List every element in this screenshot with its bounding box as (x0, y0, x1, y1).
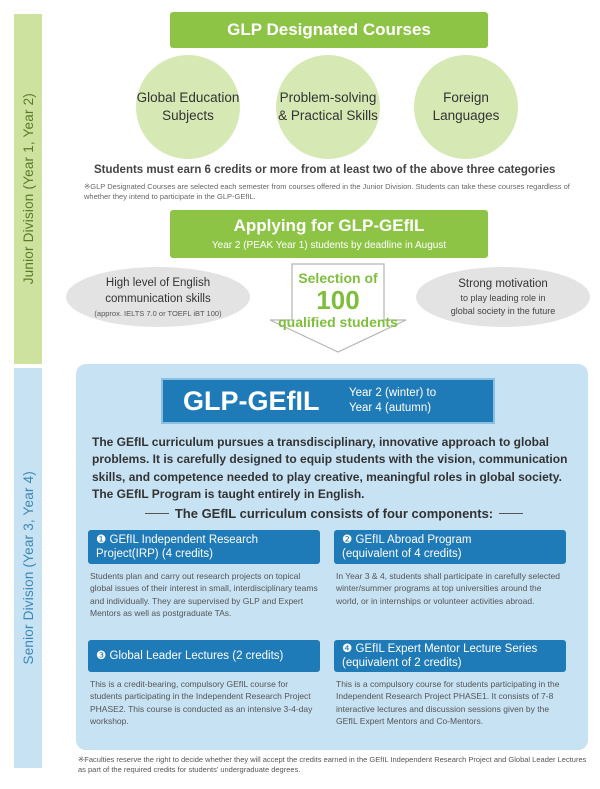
program-period (349, 386, 436, 416)
component-title: (equivalent of 2 credits) (342, 657, 462, 669)
component-title: (equivalent of 4 credits) (342, 548, 462, 560)
program-intro: The GEfIL curriculum pursues a transdisciplinary, innovative approach to global problems. It is carefully designed to equip students with the vision, communication skills, and competence needed to play creative, meaningful roles in global society. The GEfIL Program is taught entirely in English. (92, 435, 568, 502)
junior-division-label: Junior Division (Year 1, Year 2) (20, 93, 36, 285)
component-2-description: In Year 3 & 4, students shall participate in carefully selected winter/summer programs at top universities around the world, or in internships or volunteer activities abroad. (336, 571, 560, 606)
component-4-header (334, 640, 566, 672)
category-label: Subjects (162, 108, 214, 123)
category-circle-problem-solving (276, 55, 380, 159)
criterion-english-skills (66, 267, 250, 327)
component-2-header (334, 530, 566, 564)
criterion-subtext: to play leading role in (460, 293, 546, 304)
applying-banner (170, 210, 488, 258)
components-heading (90, 506, 578, 521)
component-title: ❹ GEfIL Expert Mentor Lecture Series (342, 642, 538, 655)
category-label: & Practical Skills (278, 108, 378, 123)
component-3-header (88, 640, 320, 672)
applying-title: Applying for GLP-GEfIL (233, 216, 425, 235)
component-title: ❶ GEfIL Independent Research (96, 533, 259, 546)
senior-division-bar (14, 368, 42, 768)
selection-number: 100 (316, 285, 360, 315)
program-period-end: Year 4 (autumn) (349, 402, 432, 414)
component-1-description: Students plan and carry out research projects on topical global issues of their interest in small, interdisciplinary teams and individually. They are supervised by GLP and Expert Mentors as well as postgraduate TAs. (90, 571, 318, 618)
category-label: Foreign (443, 90, 489, 106)
category-circle-global-education (136, 55, 240, 159)
component-title: ❸ Global Leader Lectures (2 credits) (96, 649, 284, 662)
program-title-box (161, 378, 495, 424)
selection-label: qualified students (278, 314, 398, 330)
courses-title-banner: GLP Designated Courses (170, 12, 488, 48)
criterion-text: High level of English (105, 276, 211, 289)
senior-division-label: Senior Division (Year 3, Year 4) (20, 471, 36, 665)
criterion-motivation (416, 267, 590, 327)
category-label: Global Education (136, 90, 240, 106)
component-1-header (88, 530, 320, 564)
applying-subtitle: Year 2 (PEAK Year 1) students by deadline in August (211, 240, 447, 251)
footnote: ※Faculties reserve the right to decide whether they will accept the credits earned in the GEfIL Independent Research Project and Global Leader Lectures as part of the required credits for students' undergraduate degrees. (78, 755, 587, 775)
program-title: GLP-GEfIL (183, 385, 320, 416)
criterion-subtext: (approx. IELTS 7.0 or TOEFL iBT 100) (94, 309, 222, 319)
category-label: Languages (432, 108, 500, 123)
category-label: Problem-solving (279, 90, 377, 106)
component-4-description: This is a compulsory course for students participating in the Independent Research Project PHASE1. It consists of 7-8 interactive lectures and discussion sessions given by the GEfIL Expert Mentors and Co-Mentors. (336, 679, 560, 726)
junior-division-bar (14, 14, 42, 364)
components-title: The GEfIL curriculum consists of four components: (174, 506, 494, 521)
component-title: ❷ GEfIL Abroad Program (342, 533, 472, 546)
criterion-text: Strong motivation (458, 277, 548, 290)
credits-requirement-text: Students must earn 6 credits or more from at least two of the above three categories (94, 164, 556, 176)
program-period-start: Year 2 (winter) to (349, 387, 437, 400)
courses-note: ※GLP Designated Courses are selected each semester from courses offered in the Junior Division. Students can take these courses regardless of whether they intend to participate in the GLP-GEfIL. (84, 182, 570, 202)
category-circle-foreign-languages (414, 55, 518, 159)
criterion-subtext: global society in the future (450, 305, 556, 316)
selection-callout (268, 270, 408, 330)
criterion-text: communication skills (105, 292, 211, 305)
component-3-description: This is a credit-bearing, compulsory GEfIL course for students participating in the Independent Research Project PHASE2. This course is conducted as an intensive 3-4-day workshop. (90, 679, 313, 726)
component-title: Project(IRP) (4 credits) (96, 548, 213, 560)
divider (499, 513, 523, 514)
selection-label: Selection of (298, 270, 378, 286)
divider (145, 513, 169, 514)
